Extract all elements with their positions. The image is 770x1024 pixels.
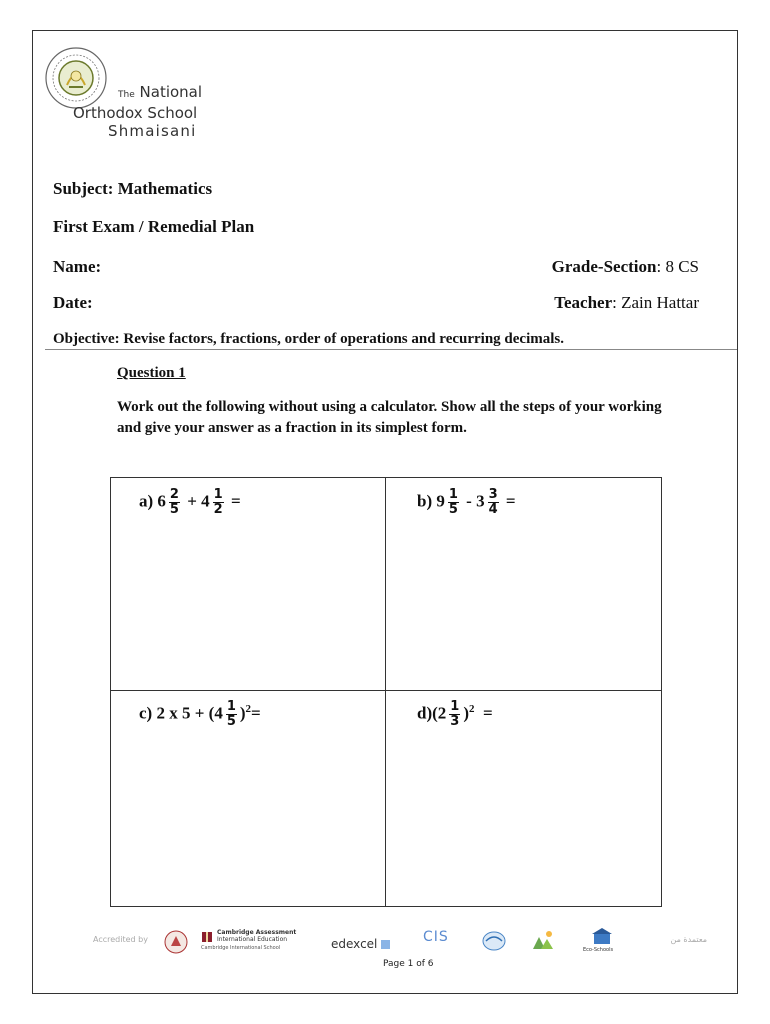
- problem-b: [417, 488, 516, 517]
- school-name-prefix: The: [118, 90, 135, 100]
- problem-b-whole1: 9: [436, 491, 445, 511]
- school-name-line2: Orthodox School: [73, 104, 198, 122]
- problem-c: [139, 700, 261, 729]
- problem-a-label: a): [139, 491, 154, 511]
- school-name-line3: Shmaisani: [108, 122, 197, 140]
- edexcel-text: edexcel: [331, 937, 378, 951]
- problem-d-pre: (2: [432, 703, 447, 723]
- arabic-accredited-label: معتمدة من: [670, 935, 707, 944]
- problem-a-op: + 4: [187, 491, 210, 511]
- document-page: [32, 30, 738, 994]
- cambridge-shield-icon: [201, 931, 213, 943]
- eco-schools-label: Eco-Schools: [583, 947, 614, 953]
- problem-a: [139, 488, 241, 517]
- problem-a-den2: 2: [213, 502, 223, 517]
- page-number: Page 1 of 6: [383, 959, 434, 969]
- problem-a-frac1: [169, 488, 180, 517]
- name-row: [53, 257, 727, 277]
- problem-d-num: 1: [450, 699, 460, 714]
- problem-b-op: - 3: [466, 491, 485, 511]
- grid-divider-horizontal: [111, 690, 661, 691]
- grade-section: [552, 257, 699, 277]
- cambridge-line2: International Education: [217, 936, 288, 943]
- problem-d: [417, 700, 493, 729]
- school-name-line1: National: [139, 83, 203, 101]
- problem-d-exp: 2: [469, 702, 475, 715]
- teacher-value: : Zain Hattar: [612, 293, 699, 312]
- problem-a-whole1: 6: [157, 491, 166, 511]
- problem-c-eq: =: [251, 703, 261, 723]
- cambridge-line3: Cambridge International School: [201, 945, 281, 951]
- problem-c-num: 1: [226, 699, 236, 714]
- grid-divider-vertical: [385, 478, 386, 906]
- problem-a-den1: 5: [169, 502, 179, 517]
- problem-a-num1: 2: [169, 487, 179, 502]
- problem-b-den2: 4: [488, 502, 498, 517]
- edexcel-logo: [331, 937, 390, 951]
- green-school-icon: [529, 929, 555, 953]
- problem-b-label: b): [417, 491, 433, 511]
- problem-d-frac: [449, 700, 460, 729]
- eco-schools-icon: [591, 927, 613, 945]
- problem-c-frac: [226, 700, 237, 729]
- problem-c-pre: 2 x 5 + (4: [156, 703, 223, 723]
- divider: [45, 349, 737, 350]
- grade-value: : 8 CS: [656, 257, 699, 276]
- grade-label: Grade-Section: [551, 257, 657, 276]
- problem-c-den: 5: [226, 714, 236, 729]
- problem-b-num2: 3: [488, 487, 498, 502]
- teacher: [554, 293, 699, 313]
- ministry-crest-icon: [163, 929, 189, 955]
- edexcel-square-icon: [381, 940, 390, 949]
- problem-d-label: d): [417, 703, 433, 723]
- subject-line: Subject: Mathematics: [53, 179, 213, 198]
- problem-b-den1: 5: [448, 502, 458, 517]
- problem-c-exp: 2: [245, 702, 252, 715]
- problem-d-close: ): [463, 703, 470, 723]
- name-label: Name:: [53, 257, 102, 276]
- school-name: [73, 83, 233, 140]
- footer: [83, 927, 717, 971]
- problem-c-label: c): [139, 703, 153, 723]
- cis-logo: CIS: [423, 929, 449, 945]
- question-text: Work out the following without using a calculator. Show all the steps of your working and give your answer as a fraction in its simplest form.: [117, 399, 662, 436]
- globe-logo-icon: [481, 929, 507, 953]
- teacher-label: Teacher: [554, 293, 613, 312]
- problem-a-eq: =: [230, 491, 241, 511]
- problem-a-frac2: [213, 488, 224, 517]
- cambridge-line1: Cambridge Assessment: [217, 929, 297, 936]
- problem-c-close: ): [239, 703, 246, 723]
- date-label: Date:: [53, 293, 93, 312]
- accredited-label: Accredited by: [93, 935, 148, 944]
- problem-b-frac1: [448, 488, 459, 517]
- answer-grid: [110, 477, 662, 907]
- problem-b-eq: =: [505, 491, 516, 511]
- question-title: Question 1: [117, 365, 186, 381]
- objective: Objective: Revise factors, fractions, order of operations and recurring decimals.: [53, 331, 565, 347]
- problem-d-eq: =: [483, 703, 493, 723]
- problem-b-frac2: [488, 488, 499, 517]
- date-row: [53, 293, 727, 313]
- problem-b-num1: 1: [448, 487, 458, 502]
- problem-a-num2: 1: [213, 487, 223, 502]
- exam-line: First Exam / Remedial Plan: [53, 217, 255, 236]
- problem-d-den: 3: [450, 714, 460, 729]
